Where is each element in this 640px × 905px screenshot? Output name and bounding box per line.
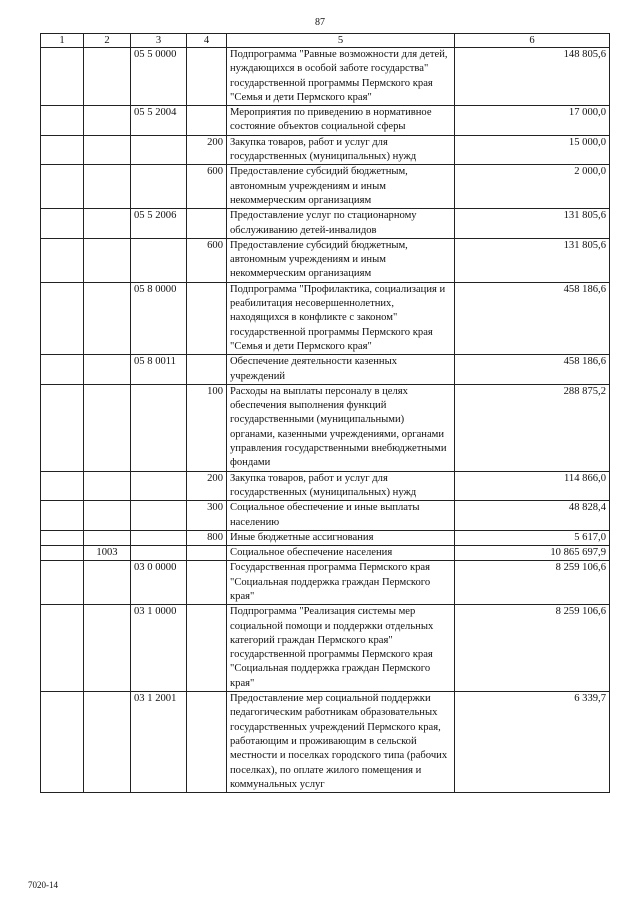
- cell-amount: 148 805,6: [455, 48, 610, 106]
- cell-description: Обеспечение деятельности казенных учреждений: [227, 355, 455, 385]
- table-row: [41, 530, 610, 545]
- cell-amount: 48 828,4: [455, 501, 610, 531]
- cell-amount: 131 805,6: [455, 209, 610, 239]
- cell-target-code: 03 0 0000: [131, 561, 187, 605]
- cell-description: Предоставление мер социальной поддержки педагогическим работникам образовательных государственных учреждений Пермского края, работающим и проживающим в сельской местности и поселках городского типа (рабочих поселках), по оплате жилого помещения и коммунальных услуг: [227, 692, 455, 793]
- cell-target-code: [131, 501, 187, 531]
- cell-section: [41, 165, 84, 209]
- document-code: 7020-14: [28, 880, 58, 890]
- cell-subsection: [84, 282, 131, 354]
- header-row: [41, 34, 610, 48]
- cell-subsection: [84, 384, 131, 471]
- header-col-3: 3: [131, 34, 187, 48]
- cell-expense-type: [187, 605, 227, 692]
- cell-description: Социальное обеспечение населения: [227, 546, 455, 561]
- cell-target-code: [131, 471, 187, 501]
- cell-subsection: [84, 605, 131, 692]
- table-row: [41, 501, 610, 531]
- cell-target-code: 05 5 2006: [131, 209, 187, 239]
- cell-expense-type: [187, 48, 227, 106]
- cell-target-code: 05 5 2004: [131, 106, 187, 136]
- cell-subsection: [84, 530, 131, 545]
- table-row: [41, 165, 610, 209]
- cell-amount: 5 617,0: [455, 530, 610, 545]
- table-row: [41, 135, 610, 165]
- table-row: [41, 384, 610, 471]
- cell-description: Социальное обеспечение и иные выплаты населению: [227, 501, 455, 531]
- cell-subsection: [84, 209, 131, 239]
- header-col-4: 4: [187, 34, 227, 48]
- cell-description: Предоставление субсидий бюджетным, автономным учреждениям и иным некоммерческим организациям: [227, 165, 455, 209]
- cell-description: Закупка товаров, работ и услуг для государственных (муниципальных) нужд: [227, 471, 455, 501]
- table-row: [41, 692, 610, 793]
- cell-amount: 17 000,0: [455, 106, 610, 136]
- cell-expense-type: [187, 209, 227, 239]
- cell-section: [41, 605, 84, 692]
- cell-description: Подпрограмма "Профилактика, социализация и реабилитация несовершеннолетних, находящихся в конфликте с законом" государственной программы Пермского края "Семья и дети Пермского края": [227, 282, 455, 354]
- cell-subsection: [84, 692, 131, 793]
- header-col-2: 2: [84, 34, 131, 48]
- cell-expense-type: [187, 106, 227, 136]
- table-row: [41, 355, 610, 385]
- cell-amount: 8 259 106,6: [455, 605, 610, 692]
- cell-target-code: [131, 384, 187, 471]
- cell-subsection: 1003: [84, 546, 131, 561]
- cell-subsection: [84, 106, 131, 136]
- cell-target-code: 05 5 0000: [131, 48, 187, 106]
- cell-description: Расходы на выплаты персоналу в целях обеспечения выполнения функций государственными (муниципальными) органами, казенными учреждениями, органами управления государственными внебюджетными фондами: [227, 384, 455, 471]
- cell-target-code: [131, 165, 187, 209]
- cell-description: Подпрограмма "Равные возможности для детей, нуждающихся в особой заботе государства" государственной программы Пермского края "Семья и дети Пермского края": [227, 48, 455, 106]
- header-col-6: 6: [455, 34, 610, 48]
- cell-amount: 15 000,0: [455, 135, 610, 165]
- cell-expense-type: 300: [187, 501, 227, 531]
- cell-section: [41, 282, 84, 354]
- cell-section: [41, 48, 84, 106]
- cell-subsection: [84, 48, 131, 106]
- cell-amount: 2 000,0: [455, 165, 610, 209]
- cell-amount: 458 186,6: [455, 355, 610, 385]
- cell-expense-type: 600: [187, 165, 227, 209]
- cell-amount: 8 259 106,6: [455, 561, 610, 605]
- cell-target-code: [131, 530, 187, 545]
- table-row: [41, 238, 610, 282]
- cell-expense-type: 600: [187, 238, 227, 282]
- cell-expense-type: [187, 282, 227, 354]
- cell-description: Мероприятия по приведению в нормативное состояние объектов социальной сферы: [227, 106, 455, 136]
- cell-amount: 6 339,7: [455, 692, 610, 793]
- cell-target-code: [131, 546, 187, 561]
- cell-section: [41, 561, 84, 605]
- cell-description: Предоставление субсидий бюджетным, автономным учреждениям и иным некоммерческим организациям: [227, 238, 455, 282]
- cell-section: [41, 530, 84, 545]
- cell-subsection: [84, 355, 131, 385]
- cell-amount: 131 805,6: [455, 238, 610, 282]
- cell-description: Закупка товаров, работ и услуг для государственных (муниципальных) нужд: [227, 135, 455, 165]
- table-row: [41, 209, 610, 239]
- table-row: [41, 546, 610, 561]
- cell-expense-type: [187, 355, 227, 385]
- cell-amount: 114 866,0: [455, 471, 610, 501]
- cell-description: Предоставление услуг по стационарному обслуживанию детей-инвалидов: [227, 209, 455, 239]
- cell-target-code: 03 1 2001: [131, 692, 187, 793]
- cell-section: [41, 384, 84, 471]
- cell-target-code: 05 8 0000: [131, 282, 187, 354]
- cell-subsection: [84, 238, 131, 282]
- cell-expense-type: 100: [187, 384, 227, 471]
- cell-expense-type: [187, 546, 227, 561]
- budget-table: [40, 33, 610, 793]
- cell-subsection: [84, 561, 131, 605]
- page-number: 87: [315, 17, 325, 28]
- cell-section: [41, 238, 84, 282]
- cell-amount: 458 186,6: [455, 282, 610, 354]
- cell-section: [41, 355, 84, 385]
- cell-description: Иные бюджетные ассигнования: [227, 530, 455, 545]
- header-col-1: 1: [41, 34, 84, 48]
- cell-target-code: [131, 238, 187, 282]
- table-row: [41, 282, 610, 354]
- table-row: [41, 48, 610, 106]
- cell-expense-type: [187, 561, 227, 605]
- header-col-5: 5: [227, 34, 455, 48]
- cell-amount: 10 865 697,9: [455, 546, 610, 561]
- table-row: [41, 106, 610, 136]
- cell-section: [41, 546, 84, 561]
- table-row: [41, 561, 610, 605]
- cell-target-code: [131, 135, 187, 165]
- cell-section: [41, 209, 84, 239]
- cell-target-code: 03 1 0000: [131, 605, 187, 692]
- cell-subsection: [84, 471, 131, 501]
- cell-expense-type: 800: [187, 530, 227, 545]
- cell-expense-type: [187, 692, 227, 793]
- cell-section: [41, 106, 84, 136]
- cell-target-code: 05 8 0011: [131, 355, 187, 385]
- cell-expense-type: 200: [187, 135, 227, 165]
- cell-section: [41, 471, 84, 501]
- cell-subsection: [84, 501, 131, 531]
- cell-section: [41, 501, 84, 531]
- cell-amount: 288 875,2: [455, 384, 610, 471]
- table-row: [41, 605, 610, 692]
- cell-description: Государственная программа Пермского края "Социальная поддержка граждан Пермского края": [227, 561, 455, 605]
- cell-section: [41, 692, 84, 793]
- cell-subsection: [84, 165, 131, 209]
- table-row: [41, 471, 610, 501]
- cell-description: Подпрограмма "Реализация системы мер социальной помощи и поддержки отдельных категорий граждан Пермского края" государственной программы Пермского края "Социальная поддержка граждан Пермского края": [227, 605, 455, 692]
- cell-expense-type: 200: [187, 471, 227, 501]
- cell-subsection: [84, 135, 131, 165]
- cell-section: [41, 135, 84, 165]
